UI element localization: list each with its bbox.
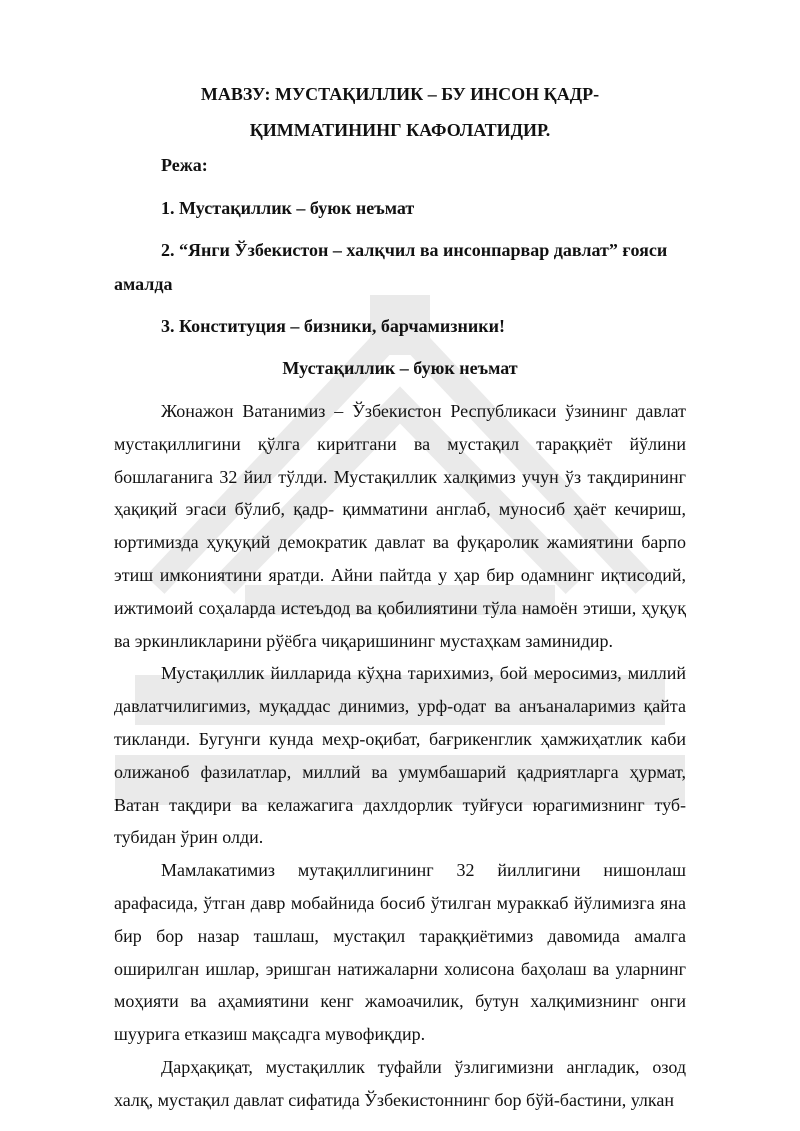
body-paragraph-3: Мамлакатимиз мутақиллигининг 32 йиллигини нишонлаш арафасида, ўтган давр мобайнида босиб ўтилган мураккаб йўлимизга яна бир бор назар ташлаш, мустақил тараққиётимиз давомида амалга оширилган ишлар, эришган натижаларни холисона баҳолаш ва уларнинг моҳияти ва аҳамиятини кенг жамоачилик, бутун халқимизнинг онги шуурига етказиш мақсадга мувофиқдир. [114,860,686,1045]
plan-heading: Режа: [161,155,208,175]
body-paragraph-1: Жонажон Ватанимиз – Ўзбекистон Республикаси ўзининг давлат мустақиллигини қўлга киритгани ва мустақил тараққиёт йўлини бошлаганига 32 йил тўлди. Мустақиллик халқимиз учун ўз тақдирининг ҳақиқий эгаси бўлиб, қадр- қимматини англаб, муносиб ҳаёт кечириш, юртимизда ҳуқуқий демократик давлат ва фуқаролик жамиятини барпо этиш имкониятини яратди. Айни пайтда у ҳар бир одамнинг иқтисодий, ижтимоий соҳаларда истеъдод ва қобилиятини тўла намоён этиши, ҳуқуқ ва эркинликларини рўёбга чиқаришининг мустаҳкам заминидир. [114,401,686,651]
body-paragraph-4: Дарҳақиқат, мустақиллик туфайли ўзлигимизни англадик, озод халқ, мустақил давлат сифатида Ўзбекистоннинг бор бўй-бастини, улкан [114,1056,686,1110]
plan-item-2: 2. “Янги Ўзбекистон – халқчил ва инсонпарвар давлат” ғояси амалда [114,240,668,294]
plan-item-1: 1. Мустақиллик – буюк неъмат [161,198,415,218]
body-paragraph-2: Мустақиллик йилларида кўҳна тарихимиз, бой меросимиз, миллий давлатчилигимиз, муқаддас динимиз, урф-одат ва анъаналаримиз қайта тикланди. Бугунги кунда меҳр-оқибат, бағрикенглик ҳамжиҳатлик каби олижаноб фазилатлар, миллий ва умумбашарий қадриятларга ҳурмат, Ватан тақдири ва келажагига дахлдорлик туйғуси юрагимизнинг туб-тубидан ўрин олди. [114,663,686,848]
document-title [114,76,686,148]
plan-item-3: 3. Конституция – бизники, барчамизники! [161,316,505,336]
section-heading: Мустақиллик – буюк неъмат [282,358,518,378]
title-line-1: МАВЗУ: МУСТАҚИЛЛИК – БУ ИНСОН ҚАДР- [200,84,600,104]
title-line-2: ҚИММАТИНИНГ КАФОЛАТИДИР. [249,120,551,140]
